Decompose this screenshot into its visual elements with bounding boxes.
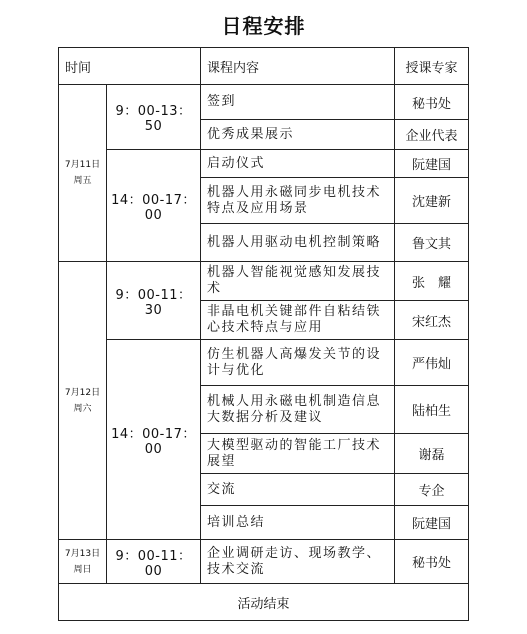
course-content: 培训总结	[201, 506, 395, 540]
course-content: 机器人智能视觉感知发展技术	[201, 262, 395, 301]
course-content: 非晶电机关键部件自粘结铁心技术特点与应用	[201, 301, 395, 340]
table-row	[59, 540, 469, 584]
course-content: 仿生机器人高爆发关节的设计与优化	[201, 340, 395, 386]
course-content: 启动仪式	[201, 150, 395, 178]
table-row	[59, 340, 469, 386]
time-slot: 14：00-17：00	[107, 150, 201, 262]
course-expert: 张 耀	[395, 262, 469, 301]
time-slot: 9：00-13：50	[107, 85, 201, 150]
course-expert: 企业代表	[395, 120, 469, 150]
date-label: 7月11日	[64, 160, 101, 170]
weekday-label: 周五	[73, 176, 92, 186]
course-expert: 陆柏生	[395, 386, 469, 434]
weekday-label: 周日	[73, 564, 92, 575]
course-content: 大模型驱动的智能工厂技术展望	[201, 434, 395, 474]
course-expert: 专企	[395, 474, 469, 506]
table-row	[59, 85, 469, 120]
course-expert: 沈建新	[395, 178, 469, 224]
table-row	[59, 262, 469, 301]
header-expert: 授课专家	[395, 48, 469, 85]
schedule-table	[58, 47, 469, 621]
table-row	[59, 150, 469, 178]
course-expert: 鲁文其	[395, 224, 469, 262]
header-time: 时间	[59, 48, 201, 85]
course-content: 优秀成果展示	[201, 120, 395, 150]
date-cell	[59, 85, 107, 262]
event-end-label: 活动结束	[59, 584, 469, 621]
course-content: 机器人用永磁同步电机技术特点及应用场景	[201, 178, 395, 224]
course-expert: 宋红杰	[395, 301, 469, 340]
header-content: 课程内容	[201, 48, 395, 85]
date-label: 7月13日	[64, 548, 101, 559]
course-content: 企业调研走访、现场教学、技术交流	[201, 540, 395, 584]
weekday-label: 周六	[73, 403, 92, 414]
course-expert: 阮建国	[395, 150, 469, 178]
header-row	[59, 48, 469, 85]
course-expert: 阮建国	[395, 506, 469, 540]
time-slot: 14：00-17：00	[107, 340, 201, 540]
course-content: 机械人用永磁电机制造信息大数据分析及建议	[201, 386, 395, 434]
time-slot: 9：00-11：00	[107, 540, 201, 584]
course-content: 签到	[201, 85, 395, 120]
footer-row	[59, 584, 469, 621]
course-expert: 谢磊	[395, 434, 469, 474]
course-content: 交流	[201, 474, 395, 506]
date-label: 7月12日	[64, 387, 101, 398]
page-title: 日程安排	[221, 14, 306, 38]
course-expert: 秘书处	[395, 540, 469, 584]
date-cell	[59, 540, 107, 584]
course-expert: 秘书处	[395, 85, 469, 120]
date-cell	[59, 262, 107, 540]
time-slot: 9：00-11：30	[107, 262, 201, 340]
course-expert: 严伟灿	[395, 340, 469, 386]
course-content: 机器人用驱动电机控制策略	[201, 224, 395, 262]
